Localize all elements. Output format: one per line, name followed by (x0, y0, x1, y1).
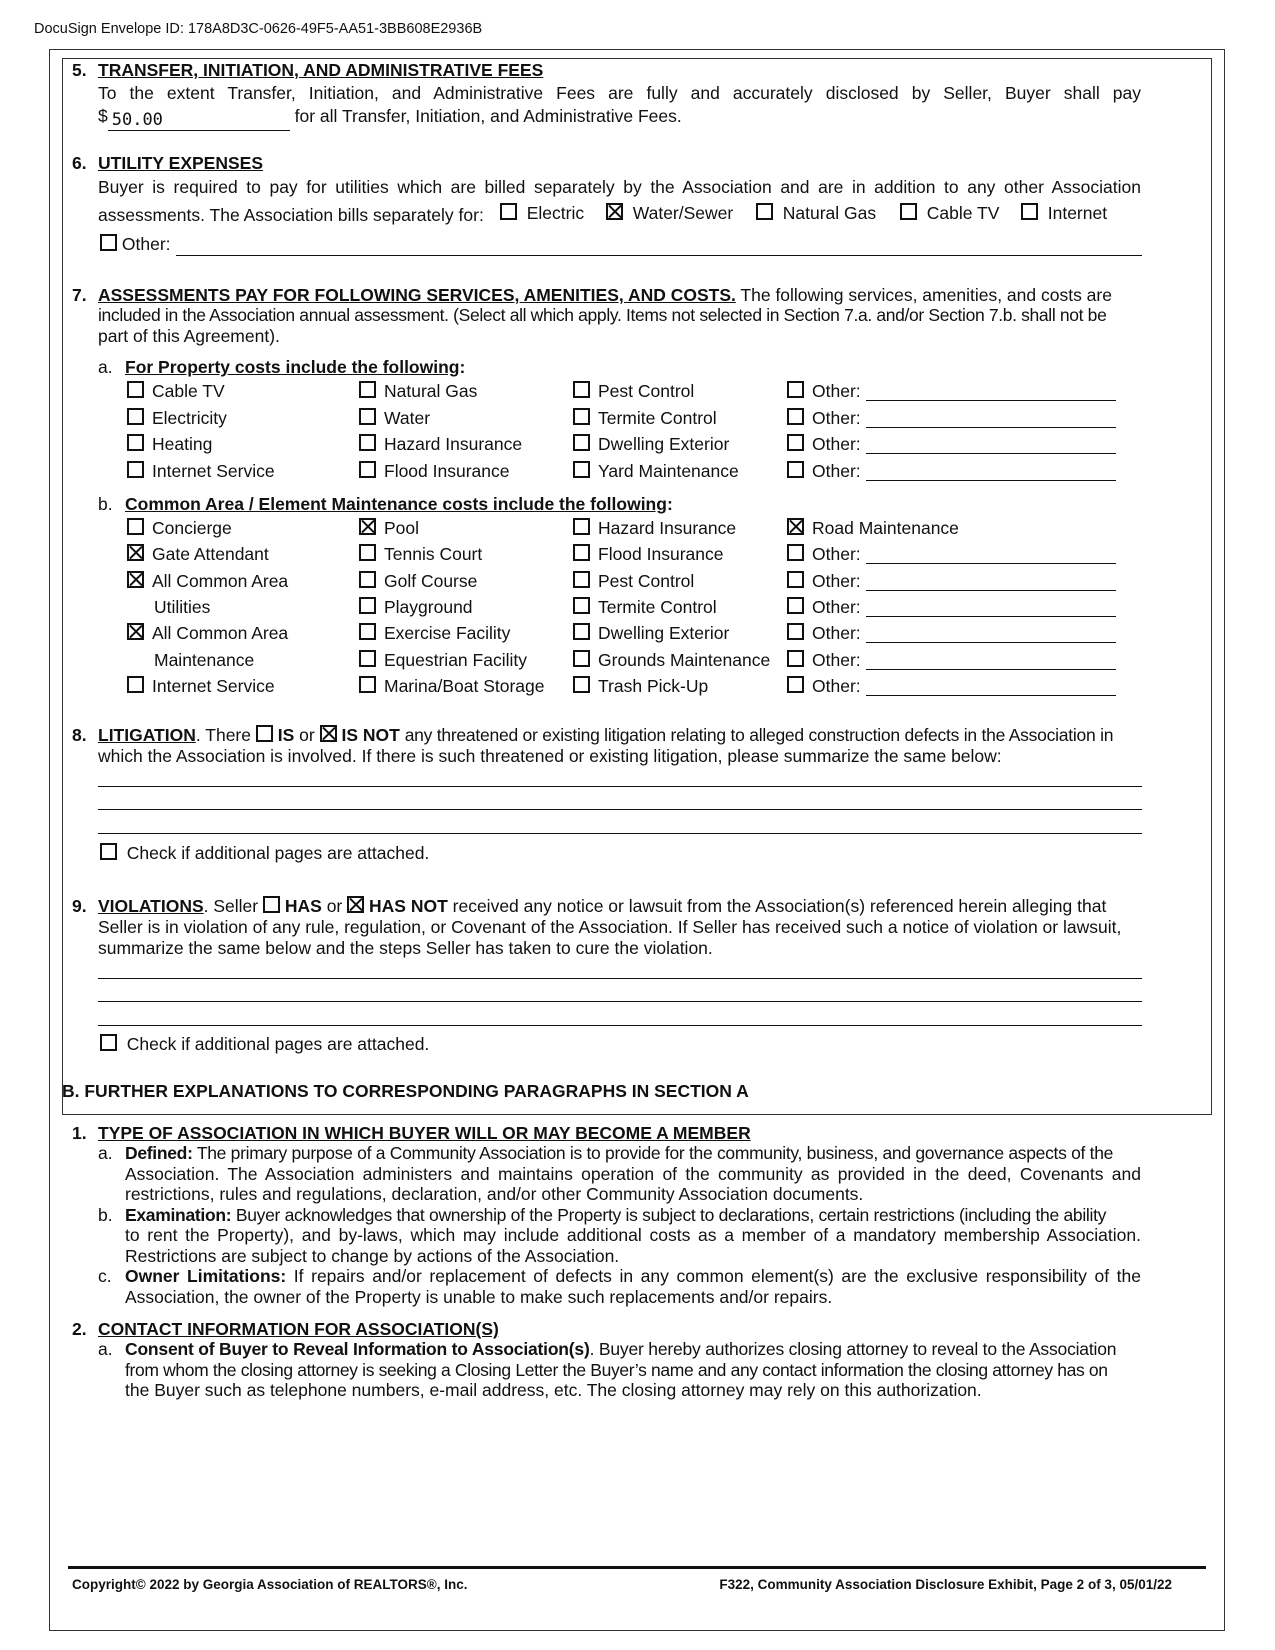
property-cost-option[interactable]: Electricity (127, 408, 227, 429)
s7-line1: ASSESSMENTS PAY FOR FOLLOWING SERVICES, AMENITIES, AND COSTS. The following services, amenities, and costs are (98, 285, 1112, 305)
checkbox-checked-icon[interactable] (127, 571, 144, 588)
s5-dollar: $ (98, 106, 108, 126)
common-area-option[interactable]: Hazard Insurance (573, 518, 736, 539)
property-cost-option[interactable]: Heating (127, 434, 212, 455)
common-area-option[interactable]: Other: (787, 650, 861, 671)
s9-line1: VIOLATIONS. Seller HAS or HAS NOT received any notice or lawsuit from the Association(s) referenced herein alleging that (98, 896, 1107, 916)
transfer-fee-amount-field[interactable]: 50.00 (108, 110, 290, 131)
common-area-option[interactable]: Other: (787, 544, 861, 565)
s5-line2 (98, 106, 682, 131)
violations-summary-line[interactable] (98, 978, 1142, 979)
common-area-option[interactable]: Other: (787, 623, 861, 644)
s9-number: 9. (72, 896, 87, 916)
s7a-letter: a. (98, 357, 113, 377)
checkbox-icon[interactable] (573, 650, 590, 667)
property-cost-option[interactable]: Hazard Insurance (359, 434, 522, 455)
s7-number: 7. (72, 285, 87, 305)
common-area-option[interactable]: Gate Attendant (127, 544, 269, 565)
checkbox-icon[interactable] (787, 571, 804, 588)
other-field[interactable] (866, 427, 1116, 428)
property-cost-option[interactable]: Other: (787, 381, 861, 402)
checkbox-icon[interactable] (359, 676, 376, 693)
violations-summary-line[interactable] (98, 1025, 1142, 1026)
checkbox-icon[interactable] (573, 544, 590, 561)
s6-line2: assessments. The Association bills separately for: (98, 205, 484, 225)
b1b-line2: to rent the Property), and by-laws, which may include additional costs as a member of a mandatory membership Association. (125, 1225, 1141, 1245)
other-field[interactable] (866, 400, 1116, 401)
common-area-option[interactable]: Other: (787, 571, 861, 592)
common-area-option[interactable]: Trash Pick-Up (573, 676, 708, 697)
b1a-letter: a. (98, 1143, 113, 1163)
s9-line3: summarize the same below and the steps Seller has taken to cure the violation. (98, 938, 713, 958)
checkbox-icon[interactable] (787, 461, 804, 478)
s7b-title: Common Area / Element Maintenance costs include the following: (125, 494, 673, 514)
utility-natural-gas-option[interactable]: Natural Gas (756, 203, 876, 224)
violations-has-not-checkbox[interactable] (347, 896, 364, 913)
s5-title: TRANSFER, INITIATION, AND ADMINISTRATIVE FEES (98, 60, 544, 80)
property-cost-option[interactable]: Other: (787, 434, 861, 455)
checkbox-icon[interactable] (787, 676, 804, 693)
s6-title: UTILITY EXPENSES (98, 153, 263, 173)
common-area-option[interactable]: All Common Area (127, 571, 288, 592)
checkbox-checked-icon[interactable] (787, 518, 804, 535)
b2-title: CONTACT INFORMATION FOR ASSOCIATION(S) (98, 1319, 499, 1339)
s7-title: ASSESSMENTS PAY FOR FOLLOWING SERVICES, AMENITIES, AND COSTS. (98, 285, 736, 305)
utility-internet-option[interactable]: Internet (1021, 203, 1107, 224)
litigation-summary-line[interactable] (98, 809, 1142, 810)
property-cost-option[interactable]: Yard Maintenance (573, 461, 739, 482)
litigation-attach-option[interactable]: Check if additional pages are attached. (100, 843, 429, 864)
common-area-option[interactable]: Marina/Boat Storage (359, 676, 545, 697)
checkbox-icon[interactable] (787, 434, 804, 451)
violations-has-checkbox[interactable] (263, 896, 280, 913)
b1c-letter: c. (98, 1266, 112, 1286)
common-area-option[interactable]: Pool (359, 518, 419, 539)
checkbox-icon[interactable] (100, 234, 117, 251)
b1a-line1: Defined: The primary purpose of a Community Association is to provide for the community, business, and governance aspects of the (125, 1143, 1114, 1163)
envelope-id: DocuSign Envelope ID: 178A8D3C-0626-49F5-AA51-3BB608E2936B (34, 21, 483, 37)
property-cost-option[interactable]: Pest Control (573, 381, 694, 402)
checkbox-icon[interactable] (573, 461, 590, 478)
checkbox-icon[interactable] (787, 381, 804, 398)
s5-number: 5. (72, 60, 87, 80)
common-area-option[interactable]: Golf Course (359, 571, 477, 592)
litigation-is-checkbox[interactable] (256, 725, 273, 742)
checkbox-icon[interactable] (359, 597, 376, 614)
common-area-option[interactable]: Other: (787, 597, 861, 618)
b1b-letter: b. (98, 1205, 113, 1225)
checkbox-icon[interactable] (100, 1034, 117, 1051)
checkbox-checked-icon[interactable] (127, 544, 144, 561)
footer-rule (68, 1566, 1206, 1569)
litigation-summary-line[interactable] (98, 786, 1142, 787)
common-area-option[interactable]: Tennis Court (359, 544, 482, 565)
utility-cable-tv-option[interactable]: Cable TV (900, 203, 999, 224)
s7b-letter: b. (98, 494, 113, 514)
common-area-option[interactable]: All Common Area (127, 623, 288, 644)
b2a-line3: the Buyer such as telephone numbers, e-mail address, etc. The closing attorney may rely on this authorization. (125, 1380, 982, 1400)
checkbox-icon[interactable] (1021, 203, 1038, 220)
checkbox-icon[interactable] (359, 571, 376, 588)
checkbox-icon[interactable] (573, 381, 590, 398)
checkbox-icon[interactable] (359, 408, 376, 425)
other-field[interactable] (866, 590, 1116, 591)
b1a-line2: Association. The Association administers and maintains operation of the community as provided in the deed, Covenants and (125, 1164, 1141, 1184)
b1c-line2: Association, the owner of the Property is unable to make such replacements and/or repairs. (125, 1287, 833, 1307)
other-field[interactable] (866, 642, 1116, 643)
checkbox-icon[interactable] (756, 203, 773, 220)
checkbox-icon[interactable] (359, 544, 376, 561)
checkbox-icon[interactable] (127, 518, 144, 535)
b1-title: TYPE OF ASSOCIATION IN WHICH BUYER WILL OR MAY BECOME A MEMBER (98, 1123, 751, 1143)
common-area-option[interactable]: Dwelling Exterior (573, 623, 729, 644)
s5-line2-end: for all Transfer, Initiation, and Administrative Fees. (294, 106, 682, 126)
footer-form-id: F322, Community Association Disclosure Exhibit, Page 2 of 3, 05/01/22 (719, 1577, 1172, 1592)
s7a-title: For Property costs include the following: (125, 357, 466, 377)
checkbox-icon[interactable] (787, 544, 804, 561)
checkbox-checked-icon[interactable] (127, 623, 144, 640)
common-area-option-continued: Maintenance (154, 649, 255, 670)
property-cost-option[interactable]: Cable TV (127, 381, 225, 402)
other-field[interactable] (866, 453, 1116, 454)
common-area-option[interactable]: Grounds Maintenance (573, 650, 770, 671)
other-field[interactable] (866, 563, 1116, 564)
checkbox-icon[interactable] (359, 650, 376, 667)
litigation-summary-line[interactable] (98, 833, 1142, 834)
checkbox-icon[interactable] (127, 408, 144, 425)
utility-electric-option[interactable]: Electric (500, 203, 584, 224)
checkbox-icon[interactable] (787, 597, 804, 614)
common-area-option[interactable]: Road Maintenance (787, 518, 959, 539)
s8-line1: LITIGATION. There IS or IS NOT any threatened or existing litigation relating to alleged construction defects in the Association in (98, 725, 1114, 745)
checkbox-icon[interactable] (359, 623, 376, 640)
checkbox-icon[interactable] (127, 381, 144, 398)
s7-line2: included in the Association annual assessment. (Select all which apply. Items not selected in Section 7.a. and/or Section 7.b. shall not be (98, 305, 1107, 325)
b1c-line1: Owner Limitations: If repairs and/or replacement of defects in any common element(s) are the exclusive responsibility of the (125, 1266, 1141, 1286)
b1a-line3: restrictions, rules and regulations, declaration, and/or other Community Association documents. (125, 1184, 864, 1204)
checkbox-icon[interactable] (127, 676, 144, 693)
violations-attach-option[interactable]: Check if additional pages are attached. (100, 1034, 429, 1055)
violations-summary-line[interactable] (98, 1001, 1142, 1002)
common-area-option[interactable]: Playground (359, 597, 473, 618)
b2a-letter: a. (98, 1339, 113, 1359)
s6-number: 6. (72, 153, 87, 173)
checkbox-icon[interactable] (573, 434, 590, 451)
utility-water-sewer-option[interactable]: Water/Sewer (606, 203, 733, 224)
other-field[interactable] (866, 695, 1116, 696)
checkbox-icon[interactable] (900, 203, 917, 220)
checkbox-icon[interactable] (573, 597, 590, 614)
s8-number: 8. (72, 725, 87, 745)
checkbox-icon[interactable] (500, 203, 517, 220)
checkbox-icon[interactable] (573, 408, 590, 425)
checkbox-checked-icon[interactable] (359, 518, 376, 535)
common-area-option-continued: Utilities (154, 596, 211, 617)
common-area-option[interactable]: Other: (787, 676, 861, 697)
property-cost-option[interactable]: Water (359, 408, 430, 429)
s9-line2: Seller is in violation of any rule, regulation, or Covenant of the Association. If Seller has received such a notice of violation or lawsuit, (98, 917, 1122, 937)
property-cost-option[interactable]: Flood Insurance (359, 461, 510, 482)
b2a-line2: from whom the closing attorney is seeking a Closing Letter the Buyer’s name and any contact information the closing attorney has on (125, 1360, 1108, 1380)
common-area-option[interactable]: Equestrian Facility (359, 650, 527, 671)
checkbox-icon[interactable] (127, 434, 144, 451)
property-cost-option[interactable]: Internet Service (127, 461, 275, 482)
property-cost-option[interactable]: Dwelling Exterior (573, 434, 729, 455)
common-area-option[interactable]: Termite Control (573, 597, 717, 618)
property-cost-option[interactable]: Other: (787, 408, 861, 429)
common-area-option[interactable]: Concierge (127, 518, 232, 539)
checkbox-icon[interactable] (359, 434, 376, 451)
checkbox-icon[interactable] (359, 381, 376, 398)
footer-copyright: Copyright© 2022 by Georgia Association of REALTORS®, Inc. (72, 1577, 468, 1592)
property-cost-option[interactable]: Natural Gas (359, 381, 477, 402)
common-area-option[interactable]: Internet Service (127, 676, 275, 697)
section-b-title: B. FURTHER EXPLANATIONS TO CORRESPONDING PARAGRAPHS IN SECTION A (62, 1081, 749, 1101)
property-cost-option[interactable]: Other: (787, 461, 861, 482)
b2a-line1: Consent of Buyer to Reveal Information to Association(s). Buyer hereby authorizes closing attorney to reveal to the Association (125, 1339, 1117, 1359)
other-field[interactable] (866, 616, 1116, 617)
checkbox-icon[interactable] (127, 461, 144, 478)
b1-number: 1. (72, 1123, 87, 1143)
checkbox-icon[interactable] (573, 623, 590, 640)
utility-other-option[interactable]: Other: (100, 234, 171, 255)
property-cost-option[interactable]: Termite Control (573, 408, 717, 429)
s5-line1: To the extent Transfer, Initiation, and Administrative Fees are fully and accurately disclosed by Seller, Buyer shall pay (98, 83, 1141, 103)
b1b-line1: Examination: Buyer acknowledges that ownership of the Property is subject to declarations, certain restrictions (including the ability (125, 1205, 1107, 1225)
checkbox-icon[interactable] (787, 650, 804, 667)
checkbox-icon[interactable] (100, 843, 117, 860)
s7-line3: part of this Agreement). (98, 326, 280, 346)
utility-other-field[interactable] (176, 255, 1142, 256)
common-area-option[interactable]: Pest Control (573, 571, 694, 592)
checkbox-icon[interactable] (573, 571, 590, 588)
b1b-line3: Restrictions are subject to change by actions of the Association. (125, 1246, 620, 1266)
b2-number: 2. (72, 1319, 87, 1339)
checkbox-icon[interactable] (787, 408, 804, 425)
checkbox-icon[interactable] (573, 518, 590, 535)
checkbox-icon[interactable] (787, 623, 804, 640)
s8-line2: which the Association is involved. If there is such threatened or existing litigation, please summarize the same below: (98, 746, 1002, 766)
other-field[interactable] (866, 480, 1116, 481)
common-area-option[interactable]: Exercise Facility (359, 623, 510, 644)
s6-line1: Buyer is required to pay for utilities which are billed separately by the Association and are in addition to any other Association (98, 177, 1141, 197)
checkbox-icon[interactable] (359, 461, 376, 478)
common-area-option[interactable]: Flood Insurance (573, 544, 724, 565)
checkbox-checked-icon[interactable] (606, 203, 623, 220)
checkbox-icon[interactable] (573, 676, 590, 693)
litigation-is-not-checkbox[interactable] (320, 725, 337, 742)
other-field[interactable] (866, 669, 1116, 670)
